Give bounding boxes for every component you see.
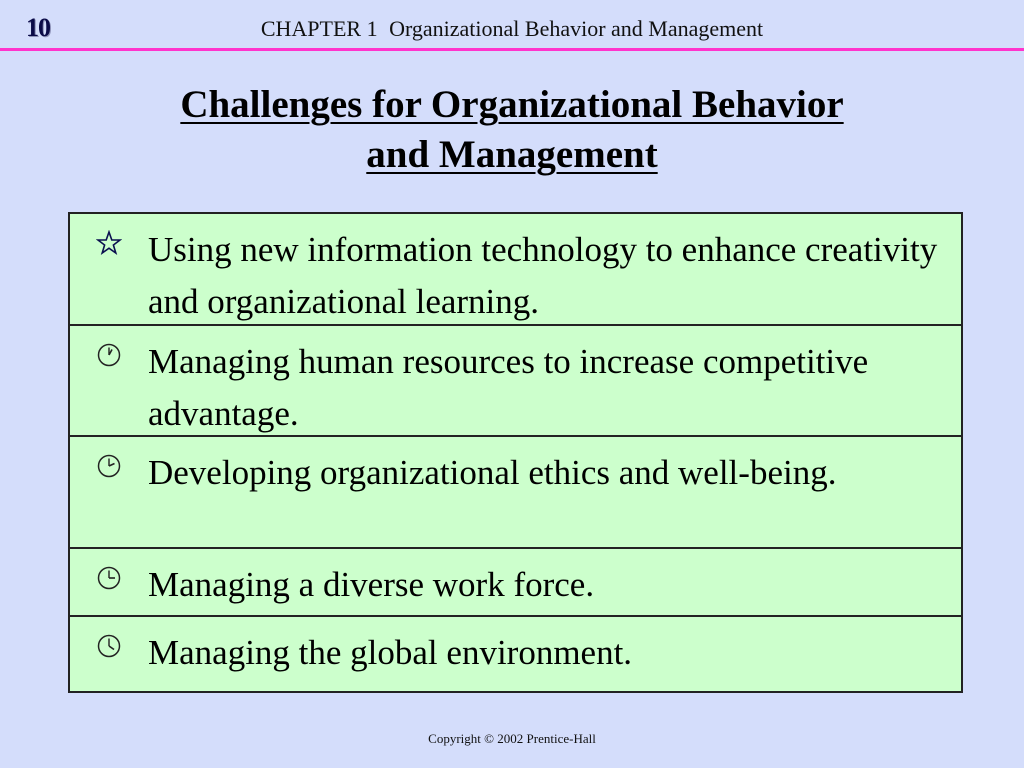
challenge-row xyxy=(70,549,961,617)
chapter-header xyxy=(0,16,1024,42)
challenge-text: Developing organizational ethics and well-being. xyxy=(148,453,837,492)
challenges-table xyxy=(68,212,963,693)
slide-title xyxy=(0,80,1024,180)
clock-icon xyxy=(70,549,148,615)
challenge-text: Managing human resources to increase competitive advantage. xyxy=(148,342,869,433)
header-divider xyxy=(0,48,1024,51)
challenge-row xyxy=(70,617,961,693)
challenge-row xyxy=(70,437,961,549)
chapter-label: CHAPTER 1 xyxy=(260,16,378,41)
challenge-text: Managing the global environment. xyxy=(148,633,633,672)
slide-title-line-1: Challenges for Organizational Behavior xyxy=(180,83,844,126)
clock-icon xyxy=(70,437,148,547)
challenge-text: Using new information technology to enhance creativity and organizational learning. xyxy=(148,230,938,321)
clock-icon xyxy=(70,617,148,691)
challenge-text: Managing a diverse work force. xyxy=(148,565,595,604)
challenge-row xyxy=(70,326,961,437)
slide-title-line-2: and Management xyxy=(366,133,658,176)
chapter-subject: Organizational Behavior and Management xyxy=(389,16,764,41)
copyright-footer: Copyright © 2002 Prentice-Hall xyxy=(428,731,596,746)
challenge-row xyxy=(70,214,961,326)
star-icon xyxy=(70,214,148,324)
slide-number: 10 xyxy=(26,13,50,42)
clock-icon xyxy=(70,326,148,435)
